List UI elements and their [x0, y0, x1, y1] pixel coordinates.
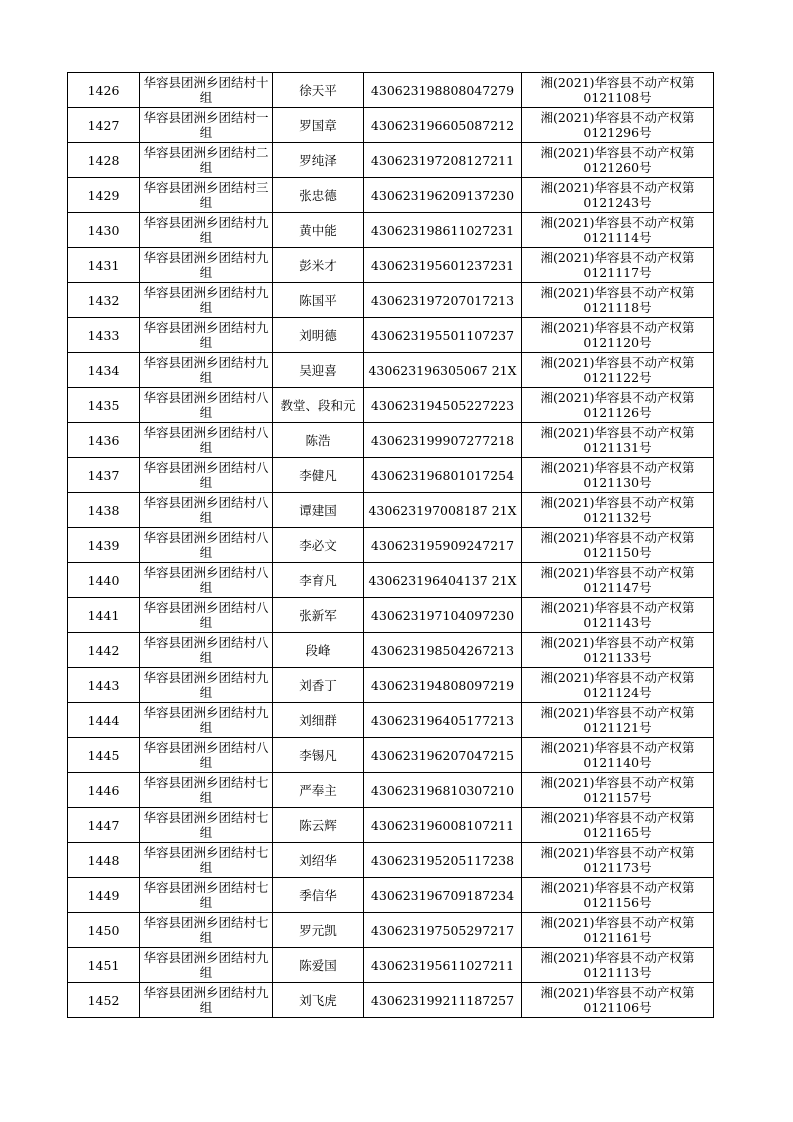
- id-number-cell: 430623197207017213: [364, 283, 522, 318]
- certificate-number-cell: 湘(2021)华容县不动产权第0121140号: [522, 738, 714, 773]
- certificate-number-cell: 湘(2021)华容县不动产权第0121108号: [522, 73, 714, 108]
- table-row: [68, 983, 714, 1018]
- certificate-number-cell: 湘(2021)华容县不动产权第0121131号: [522, 423, 714, 458]
- row-number-cell: 1430: [68, 213, 140, 248]
- address-cell: 华容县团洲乡团结村八组: [140, 528, 273, 563]
- address-cell: 华容县团洲乡团结村七组: [140, 913, 273, 948]
- certificate-number-cell: 湘(2021)华容县不动产权第0121120号: [522, 318, 714, 353]
- certificate-number-cell: 湘(2021)华容县不动产权第0121124号: [522, 668, 714, 703]
- row-number-cell: 1440: [68, 563, 140, 598]
- certificate-number-cell: 湘(2021)华容县不动产权第0121165号: [522, 808, 714, 843]
- row-number-cell: 1449: [68, 878, 140, 913]
- certificate-number-cell: 湘(2021)华容县不动产权第0121260号: [522, 143, 714, 178]
- table-row: [68, 598, 714, 633]
- table-row: [68, 178, 714, 213]
- table-row: [68, 388, 714, 423]
- table-row: [68, 563, 714, 598]
- table-row: [68, 878, 714, 913]
- owner-name-cell: 陈浩: [273, 423, 364, 458]
- owner-name-cell: 罗纯泽: [273, 143, 364, 178]
- row-number-cell: 1428: [68, 143, 140, 178]
- table-row: [68, 283, 714, 318]
- certificate-number-cell: 湘(2021)华容县不动产权第0121133号: [522, 633, 714, 668]
- id-number-cell: 430623197505297217: [364, 913, 522, 948]
- table-row: [68, 423, 714, 458]
- address-cell: 华容县团洲乡团结村二组: [140, 143, 273, 178]
- id-number-cell: 430623199211187257: [364, 983, 522, 1018]
- table-row: [68, 703, 714, 738]
- id-number-cell: 430623195205117238: [364, 843, 522, 878]
- certificate-number-cell: 湘(2021)华容县不动产权第0121143号: [522, 598, 714, 633]
- id-number-cell: 430623195611027211: [364, 948, 522, 983]
- address-cell: 华容县团洲乡团结村八组: [140, 493, 273, 528]
- owner-name-cell: 吴迎喜: [273, 353, 364, 388]
- row-number-cell: 1426: [68, 73, 140, 108]
- certificate-number-cell: 湘(2021)华容县不动产权第0121296号: [522, 108, 714, 143]
- address-cell: 华容县团洲乡团结村九组: [140, 283, 273, 318]
- address-cell: 华容县团洲乡团结村七组: [140, 773, 273, 808]
- address-cell: 华容县团洲乡团结村九组: [140, 353, 273, 388]
- owner-name-cell: 陈云辉: [273, 808, 364, 843]
- certificate-number-cell: 湘(2021)华容县不动产权第0121113号: [522, 948, 714, 983]
- owner-name-cell: 陈爱国: [273, 948, 364, 983]
- address-cell: 华容县团洲乡团结村十组: [140, 73, 273, 108]
- id-number-cell: 430623196305067 21X: [364, 353, 522, 388]
- table-row: [68, 738, 714, 773]
- table-row: [68, 458, 714, 493]
- owner-name-cell: 罗国章: [273, 108, 364, 143]
- table-row: [68, 668, 714, 703]
- id-number-cell: 430623194505227223: [364, 388, 522, 423]
- id-number-cell: 430623196709187234: [364, 878, 522, 913]
- id-number-cell: 430623198808047279: [364, 73, 522, 108]
- certificate-number-cell: 湘(2021)华容县不动产权第0121118号: [522, 283, 714, 318]
- table-row: [68, 318, 714, 353]
- certificate-number-cell: 湘(2021)华容县不动产权第0121156号: [522, 878, 714, 913]
- id-number-cell: 430623197104097230: [364, 598, 522, 633]
- address-cell: 华容县团洲乡团结村三组: [140, 178, 273, 213]
- id-number-cell: 430623194808097219: [364, 668, 522, 703]
- address-cell: 华容县团洲乡团结村八组: [140, 423, 273, 458]
- row-number-cell: 1446: [68, 773, 140, 808]
- id-number-cell: 430623196008107211: [364, 808, 522, 843]
- id-number-cell: 430623195909247217: [364, 528, 522, 563]
- owner-name-cell: 严奉主: [273, 773, 364, 808]
- owner-name-cell: 谭建国: [273, 493, 364, 528]
- table-row: [68, 248, 714, 283]
- address-cell: 华容县团洲乡团结村一组: [140, 108, 273, 143]
- row-number-cell: 1447: [68, 808, 140, 843]
- certificate-number-cell: 湘(2021)华容县不动产权第0121106号: [522, 983, 714, 1018]
- row-number-cell: 1445: [68, 738, 140, 773]
- address-cell: 华容县团洲乡团结村八组: [140, 388, 273, 423]
- certificate-number-cell: 湘(2021)华容县不动产权第0121173号: [522, 843, 714, 878]
- owner-name-cell: 黄中能: [273, 213, 364, 248]
- id-number-cell: 430623196207047215: [364, 738, 522, 773]
- owner-name-cell: 罗元凯: [273, 913, 364, 948]
- owner-name-cell: 彭米才: [273, 248, 364, 283]
- certificate-number-cell: 湘(2021)华容县不动产权第0121114号: [522, 213, 714, 248]
- row-number-cell: 1427: [68, 108, 140, 143]
- row-number-cell: 1433: [68, 318, 140, 353]
- row-number-cell: 1432: [68, 283, 140, 318]
- owner-name-cell: 陈国平: [273, 283, 364, 318]
- row-number-cell: 1438: [68, 493, 140, 528]
- certificate-number-cell: 湘(2021)华容县不动产权第0121132号: [522, 493, 714, 528]
- certificate-number-cell: 湘(2021)华容县不动产权第0121126号: [522, 388, 714, 423]
- id-number-cell: 430623196405177213: [364, 703, 522, 738]
- table-row: [68, 843, 714, 878]
- certificate-number-cell: 湘(2021)华容县不动产权第0121147号: [522, 563, 714, 598]
- certificate-number-cell: 湘(2021)华容县不动产权第0121157号: [522, 773, 714, 808]
- table-row: [68, 493, 714, 528]
- owner-name-cell: 教堂、段和元: [273, 388, 364, 423]
- address-cell: 华容县团洲乡团结村七组: [140, 878, 273, 913]
- address-cell: 华容县团洲乡团结村九组: [140, 318, 273, 353]
- certificate-number-cell: 湘(2021)华容县不动产权第0121122号: [522, 353, 714, 388]
- owner-name-cell: 李锡凡: [273, 738, 364, 773]
- row-number-cell: 1429: [68, 178, 140, 213]
- address-cell: 华容县团洲乡团结村九组: [140, 948, 273, 983]
- address-cell: 华容县团洲乡团结村九组: [140, 248, 273, 283]
- table-row: [68, 213, 714, 248]
- table-body: [68, 73, 714, 1018]
- certificate-number-cell: 湘(2021)华容县不动产权第0121161号: [522, 913, 714, 948]
- row-number-cell: 1444: [68, 703, 140, 738]
- row-number-cell: 1439: [68, 528, 140, 563]
- table-row: [68, 633, 714, 668]
- table-row: [68, 808, 714, 843]
- address-cell: 华容县团洲乡团结村八组: [140, 598, 273, 633]
- owner-name-cell: 徐天平: [273, 73, 364, 108]
- id-number-cell: 430623198504267213: [364, 633, 522, 668]
- id-number-cell: 430623196801017254: [364, 458, 522, 493]
- table-row: [68, 773, 714, 808]
- id-number-cell: 430623198611027231: [364, 213, 522, 248]
- address-cell: 华容县团洲乡团结村八组: [140, 563, 273, 598]
- owner-name-cell: 李育凡: [273, 563, 364, 598]
- row-number-cell: 1437: [68, 458, 140, 493]
- row-number-cell: 1443: [68, 668, 140, 703]
- row-number-cell: 1452: [68, 983, 140, 1018]
- id-number-cell: 430623197008187 21X: [364, 493, 522, 528]
- address-cell: 华容县团洲乡团结村八组: [140, 458, 273, 493]
- row-number-cell: 1451: [68, 948, 140, 983]
- row-number-cell: 1450: [68, 913, 140, 948]
- address-cell: 华容县团洲乡团结村九组: [140, 983, 273, 1018]
- certificate-number-cell: 湘(2021)华容县不动产权第0121130号: [522, 458, 714, 493]
- owner-name-cell: 刘飞虎: [273, 983, 364, 1018]
- certificate-number-cell: 湘(2021)华容县不动产权第0121121号: [522, 703, 714, 738]
- id-number-cell: 430623195601237231: [364, 248, 522, 283]
- address-cell: 华容县团洲乡团结村七组: [140, 843, 273, 878]
- address-cell: 华容县团洲乡团结村九组: [140, 213, 273, 248]
- owner-name-cell: 段峰: [273, 633, 364, 668]
- table-row: [68, 73, 714, 108]
- id-number-cell: 430623197208127211: [364, 143, 522, 178]
- table-row: [68, 108, 714, 143]
- address-cell: 华容县团洲乡团结村八组: [140, 633, 273, 668]
- table-row: [68, 143, 714, 178]
- id-number-cell: 430623196605087212: [364, 108, 522, 143]
- table-row: [68, 528, 714, 563]
- owner-name-cell: 张新军: [273, 598, 364, 633]
- address-cell: 华容县团洲乡团结村七组: [140, 808, 273, 843]
- row-number-cell: 1448: [68, 843, 140, 878]
- certificate-number-cell: 湘(2021)华容县不动产权第0121243号: [522, 178, 714, 213]
- property-rights-table: [67, 72, 714, 1018]
- table-row: [68, 353, 714, 388]
- row-number-cell: 1436: [68, 423, 140, 458]
- id-number-cell: 430623199907277218: [364, 423, 522, 458]
- table-row: [68, 948, 714, 983]
- owner-name-cell: 李必文: [273, 528, 364, 563]
- address-cell: 华容县团洲乡团结村九组: [140, 668, 273, 703]
- row-number-cell: 1435: [68, 388, 140, 423]
- id-number-cell: 430623195501107237: [364, 318, 522, 353]
- id-number-cell: 430623196209137230: [364, 178, 522, 213]
- certificate-number-cell: 湘(2021)华容县不动产权第0121150号: [522, 528, 714, 563]
- address-cell: 华容县团洲乡团结村九组: [140, 703, 273, 738]
- owner-name-cell: 刘绍华: [273, 843, 364, 878]
- owner-name-cell: 刘香丁: [273, 668, 364, 703]
- owner-name-cell: 张忠德: [273, 178, 364, 213]
- row-number-cell: 1431: [68, 248, 140, 283]
- row-number-cell: 1441: [68, 598, 140, 633]
- row-number-cell: 1434: [68, 353, 140, 388]
- id-number-cell: 430623196810307210: [364, 773, 522, 808]
- owner-name-cell: 季信华: [273, 878, 364, 913]
- address-cell: 华容县团洲乡团结村八组: [140, 738, 273, 773]
- owner-name-cell: 李健凡: [273, 458, 364, 493]
- owner-name-cell: 刘明德: [273, 318, 364, 353]
- row-number-cell: 1442: [68, 633, 140, 668]
- owner-name-cell: 刘细群: [273, 703, 364, 738]
- certificate-number-cell: 湘(2021)华容县不动产权第0121117号: [522, 248, 714, 283]
- table-row: [68, 913, 714, 948]
- id-number-cell: 430623196404137 21X: [364, 563, 522, 598]
